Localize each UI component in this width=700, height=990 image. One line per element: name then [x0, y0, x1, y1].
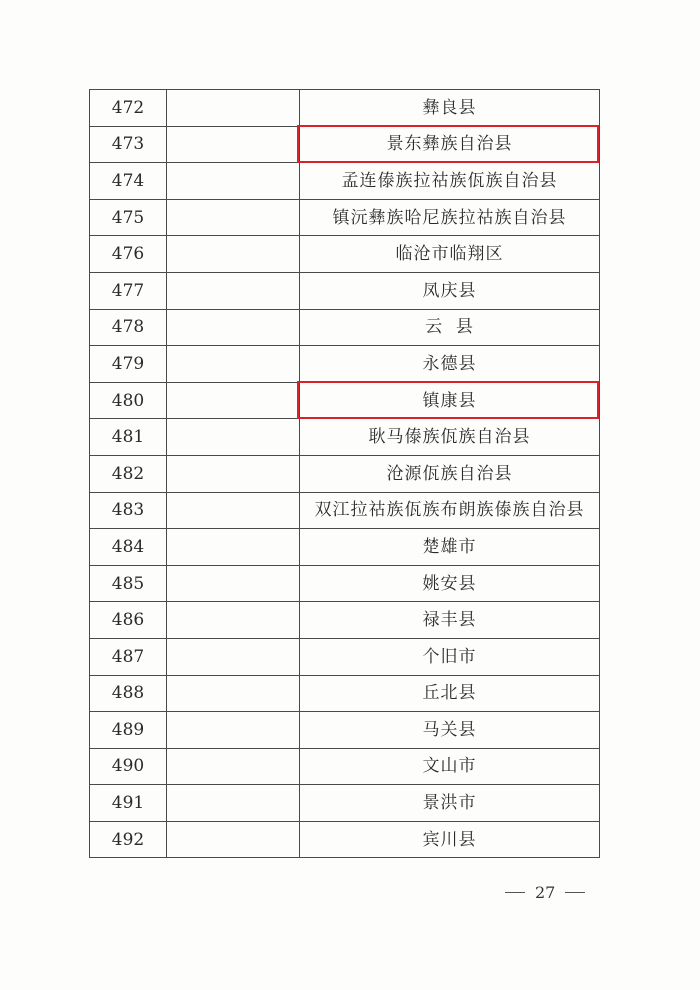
row-number: 482: [111, 463, 145, 484]
row-number: 479: [111, 353, 145, 374]
county-name: 马关县: [422, 719, 477, 740]
row-number: 475: [111, 207, 145, 228]
county-name-cell: [300, 785, 600, 822]
county-name-cell: [300, 309, 600, 346]
county-name-cell: [300, 272, 600, 309]
county-name: 楚雄市: [422, 536, 477, 557]
footer-dash-right: [565, 892, 585, 893]
row-number-cell: [90, 309, 167, 346]
province-cell-empty: [167, 419, 300, 456]
county-name-cell: [300, 419, 600, 456]
row-number: 485: [111, 573, 145, 594]
table-row: [90, 602, 600, 639]
row-number-cell: [90, 382, 167, 419]
table-row: [90, 272, 600, 309]
county-name: 宾川县: [422, 829, 477, 850]
table-row: [90, 675, 600, 712]
county-name-cell: [300, 236, 600, 273]
row-number: 477: [111, 280, 145, 301]
row-number: 473: [111, 134, 145, 155]
county-name: 永德县: [422, 353, 477, 374]
province-cell-empty: [167, 748, 300, 785]
row-number-cell: [90, 602, 167, 639]
province-cell-empty: [167, 309, 300, 346]
table-row: [90, 492, 600, 529]
table-row: [90, 785, 600, 822]
county-name: 临沧市临翔区: [395, 244, 504, 265]
county-name: 云 县: [425, 317, 474, 338]
row-number-cell: [90, 126, 167, 163]
county-name: 景东彝族自治县: [386, 134, 513, 155]
province-cell-empty: [167, 492, 300, 529]
table-row: [90, 346, 600, 383]
county-name-cell: [300, 565, 600, 602]
row-number-cell: [90, 236, 167, 273]
province-cell-empty: [167, 346, 300, 383]
province-cell-empty: [167, 455, 300, 492]
row-number: 484: [111, 536, 145, 557]
province-cell-empty: [167, 675, 300, 712]
county-name-cell: [300, 126, 600, 163]
row-number: 483: [111, 500, 145, 521]
county-name: 禄丰县: [422, 610, 477, 631]
row-number-cell: [90, 492, 167, 529]
county-name: 凤庆县: [422, 280, 477, 301]
row-number: 472: [111, 97, 145, 118]
table-row: [90, 236, 600, 273]
county-name-cell: [300, 163, 600, 200]
table-row: [90, 163, 600, 200]
province-cell-empty: [167, 529, 300, 566]
table-row: [90, 126, 600, 163]
row-number: 486: [111, 610, 145, 631]
page-footer: [505, 883, 585, 902]
county-name-cell: [300, 90, 600, 127]
county-name: 镇康县: [422, 390, 477, 411]
row-number-cell: [90, 638, 167, 675]
row-number: 489: [111, 719, 145, 740]
county-name: 孟连傣族拉祜族佤族自治县: [341, 170, 558, 191]
table-row: [90, 382, 600, 419]
county-name-cell: [300, 492, 600, 529]
row-number-cell: [90, 712, 167, 749]
county-name-cell: [300, 675, 600, 712]
county-name: 姚安县: [422, 573, 477, 594]
county-name: 双江拉祜族佤族布朗族傣族自治县: [314, 500, 585, 521]
county-name-cell: [300, 712, 600, 749]
table-row: [90, 455, 600, 492]
county-name-cell: [300, 748, 600, 785]
row-number-cell: [90, 419, 167, 456]
county-name-cell: [300, 455, 600, 492]
row-number: 490: [111, 756, 145, 777]
row-number-cell: [90, 821, 167, 858]
table-row: [90, 419, 600, 456]
county-name-cell: [300, 602, 600, 639]
table-row: [90, 529, 600, 566]
county-name: 景洪市: [422, 793, 477, 814]
row-number: 491: [111, 793, 145, 814]
county-name-cell: [300, 529, 600, 566]
province-cell-empty: [167, 236, 300, 273]
province-cell-empty: [167, 272, 300, 309]
table-row: [90, 199, 600, 236]
province-cell-empty: [167, 90, 300, 127]
county-name-cell: [300, 199, 600, 236]
footer-dash-left: [505, 892, 525, 893]
row-number-cell: [90, 529, 167, 566]
row-number-cell: [90, 455, 167, 492]
row-number: 476: [111, 244, 145, 265]
row-number-cell: [90, 675, 167, 712]
page-number: 27: [535, 883, 556, 902]
province-cell-empty: [167, 785, 300, 822]
province-cell-empty: [167, 163, 300, 200]
row-number-cell: [90, 163, 167, 200]
county-list-table: [89, 89, 600, 858]
row-number: 481: [111, 427, 145, 448]
table-row: [90, 638, 600, 675]
row-number: 478: [111, 317, 145, 338]
county-name-cell: [300, 638, 600, 675]
province-cell-empty: [167, 821, 300, 858]
row-number: 488: [111, 683, 145, 704]
row-number: 480: [111, 390, 145, 411]
county-name: 个旧市: [422, 646, 477, 667]
county-name: 镇沅彝族哈尼族拉祜族自治县: [332, 207, 567, 228]
province-cell-empty: [167, 382, 300, 419]
county-name-cell: [300, 382, 600, 419]
table-row: [90, 712, 600, 749]
row-number-cell: [90, 199, 167, 236]
province-cell-empty: [167, 712, 300, 749]
row-number: 487: [111, 646, 145, 667]
table-body: [90, 90, 600, 858]
table-row: [90, 90, 600, 127]
row-number-cell: [90, 346, 167, 383]
province-cell-empty: [167, 565, 300, 602]
province-cell-empty: [167, 638, 300, 675]
province-cell-empty: [167, 126, 300, 163]
county-name: 沧源佤族自治县: [386, 463, 513, 484]
row-number-cell: [90, 90, 167, 127]
county-name-cell: [300, 821, 600, 858]
row-number: 474: [111, 170, 145, 191]
table-row: [90, 309, 600, 346]
row-number: 492: [111, 829, 145, 850]
province-cell-empty: [167, 199, 300, 236]
county-name: 彝良县: [422, 97, 477, 118]
row-number-cell: [90, 272, 167, 309]
table-row: [90, 821, 600, 858]
province-cell-empty: [167, 602, 300, 639]
county-name: 文山市: [422, 756, 477, 777]
row-number-cell: [90, 785, 167, 822]
table-row: [90, 565, 600, 602]
county-name: 丘北县: [422, 683, 477, 704]
row-number-cell: [90, 748, 167, 785]
row-number-cell: [90, 565, 167, 602]
table-row: [90, 748, 600, 785]
county-name: 耿马傣族佤族自治县: [368, 427, 531, 448]
county-name-cell: [300, 346, 600, 383]
